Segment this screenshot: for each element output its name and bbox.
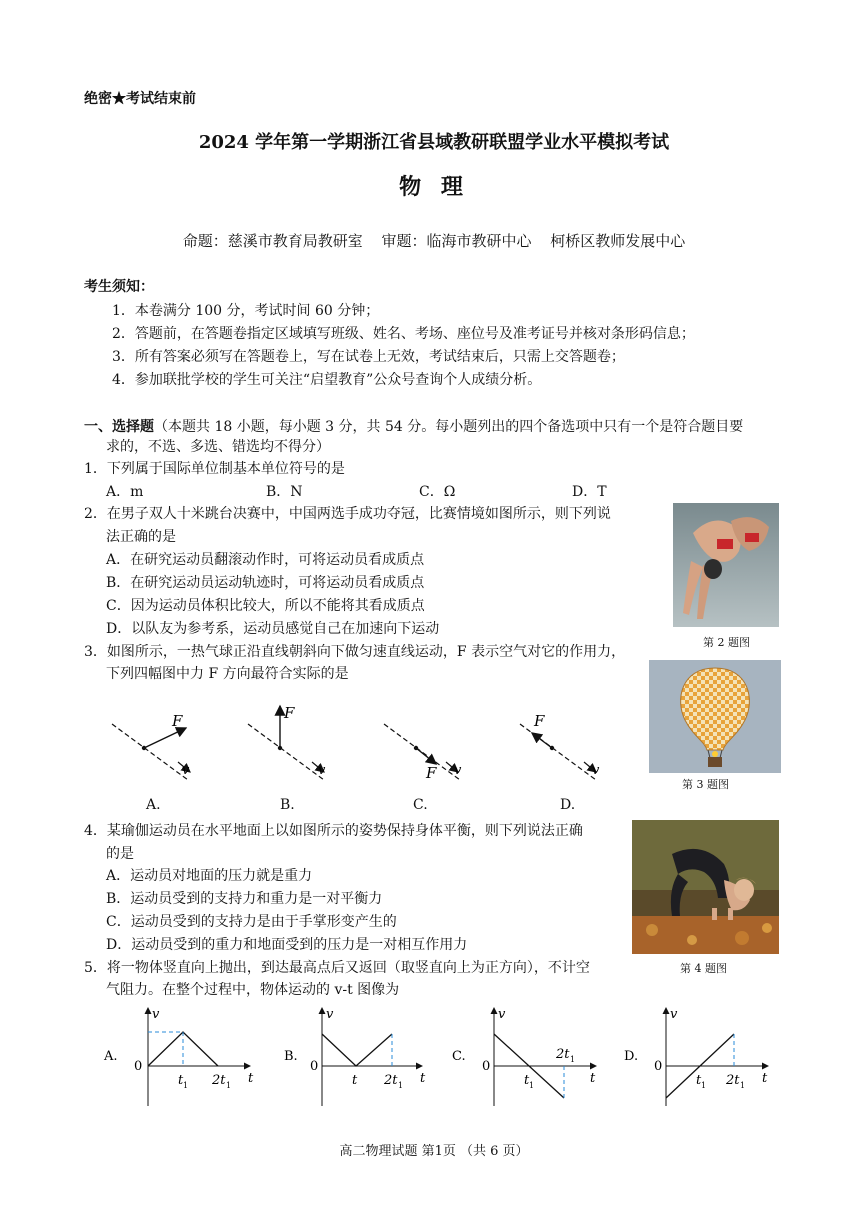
q5-graph-d — [624, 1007, 768, 1106]
q2-stem-2: 法正确的是 — [106, 529, 176, 545]
q5-graph-a — [103, 1007, 254, 1106]
q5-graph-c — [452, 1007, 596, 1106]
authors-line: 命题：慈溪市教育局教研室 审题：临海市教研中心 柯桥区教师发展中心 — [182, 232, 686, 250]
q3-label-c: C. — [413, 797, 428, 813]
q3-label-b: B. — [280, 797, 295, 813]
q4-yoga-photo — [632, 820, 779, 954]
q5-d-origin: 0 — [654, 1059, 663, 1074]
q5-b-2t1-sub: 1 — [398, 1081, 404, 1090]
q3-diagram-d — [520, 712, 600, 780]
q3-stem: 3．如图所示，一热气球正沿直线朝斜向下做匀速直线运动，F 表示空气对它的作用力， — [84, 644, 626, 660]
q5-graph-b — [284, 1007, 426, 1106]
q5-d-t: t — [762, 1071, 768, 1086]
notice-item: 1．本卷满分 100 分，考试时间 60 分钟； — [112, 303, 380, 319]
q3-b-v-label: v — [318, 763, 326, 778]
q2-caption: 第 2 题图 — [703, 636, 750, 649]
secret-label: 绝密★考试结束前 — [84, 91, 196, 107]
subject-title: 物 理 — [399, 174, 469, 200]
q5-a-t: t — [248, 1071, 254, 1086]
q5-a-2t1-sub: 1 — [226, 1081, 232, 1090]
q2-stem: 2．在男子双人十米跳台决赛中，中国两选手成功夺冠，比赛情境如图所示，则下列说 — [84, 506, 611, 522]
q5-c-label: C. — [452, 1049, 466, 1064]
q3-a-f-label: F — [172, 712, 183, 730]
q5-d-v: v — [670, 1007, 678, 1022]
q4-option-d: D．运动员受到的重力和地面受到的压力是一对相互作用力 — [106, 937, 468, 953]
q4-caption: 第 4 题图 — [680, 962, 727, 975]
section-desc-2: 求的，不选、多选、错选均不得分） — [106, 439, 330, 455]
q3-c-f-label: F — [426, 764, 437, 782]
q5-a-label: A. — [104, 1049, 118, 1064]
q3-label-a: A. — [146, 797, 161, 813]
q3-diagram-c — [384, 724, 462, 782]
notice-item: 4．参加联批学校的学生可关注“启望教育”公众号查询个人成绩分析。 — [112, 372, 542, 388]
q5-a-origin: 0 — [134, 1059, 143, 1074]
q4-option-c: C．运动员受到的支持力是由于手掌形变产生的 — [106, 914, 397, 930]
q5-c-2t1: 2t — [556, 1047, 570, 1062]
q5-d-t1: t — [696, 1073, 702, 1088]
q5-stem: 5．将一物体竖直向上抛出，到达最高点后又返回（取竖直向上为正方向），不计空 — [84, 960, 590, 976]
q5-c-t1: t — [524, 1073, 530, 1088]
q5-d-2t1-sub: 1 — [740, 1081, 746, 1090]
q3-b-f-label: F — [284, 704, 295, 722]
q4-stem: 4．某瑜伽运动员在水平地面上以如图所示的姿势保持身体平衡，则下列说法正确 — [84, 823, 583, 839]
q5-stem-2: 气阻力。在整个过程中，物体运动的 v-t 图像为 — [106, 982, 400, 998]
q5-b-2t1: 2t — [384, 1073, 398, 1088]
q3-d-f-label: F — [534, 712, 545, 730]
q3-diagrams — [100, 696, 740, 806]
q5-a-v: v — [152, 1007, 160, 1022]
section-heading-line — [84, 416, 743, 436]
q2-divers-photo — [673, 503, 779, 627]
q5-b-t: t — [420, 1071, 426, 1086]
q5-graphs — [100, 1002, 780, 1110]
section-desc: （本题共 18 小题，每小题 3 分，共 54 分。每小题列出的四个备选项中只有一个是符合题目要 — [154, 419, 744, 435]
page-footer: 高二物理试题 第1页 （共 6 页） — [339, 1144, 529, 1159]
q3-diagram-b — [248, 704, 326, 780]
q3-d-v-label: v — [592, 763, 600, 778]
q1-option-b: B．N — [266, 484, 303, 500]
q5-b-label: B. — [284, 1049, 298, 1064]
q5-c-2t1-sub: 1 — [570, 1055, 576, 1064]
exam-title: 2024 学年第一学期浙江省县域教研联盟学业水平模拟考试 — [198, 132, 670, 153]
q5-a-t1-sub: 1 — [183, 1081, 189, 1090]
q3-c-v-label: v — [454, 763, 462, 778]
q1-option-a: A．m — [106, 484, 144, 500]
q3-diagram-a — [112, 712, 190, 780]
q5-b-origin: 0 — [310, 1059, 319, 1074]
q5-d-label: D. — [624, 1049, 639, 1064]
q5-c-t1-sub: 1 — [529, 1081, 535, 1090]
q5-b-v: v — [326, 1007, 334, 1022]
notice-heading: 考生须知： — [84, 279, 154, 295]
section-heading: 一、选择题 — [84, 419, 154, 435]
q4-option-b: B．运动员受到的支持力和重力是一对平衡力 — [106, 891, 383, 907]
q1-stem: 1．下列属于国际单位制基本单位符号的是 — [84, 461, 345, 477]
q4-stem-2: 的是 — [106, 846, 134, 862]
q1-option-c: C．Ω — [419, 484, 456, 500]
q3-label-d: D. — [560, 797, 576, 813]
q3-caption: 第 3 题图 — [682, 778, 729, 791]
notice-item: 3．所有答案必须写在答题卷上，写在试卷上无效，考试结束后，只需上交答题卷； — [112, 349, 625, 365]
q3-stem-2: 下列四幅图中力 F 方向最符合实际的是 — [106, 666, 349, 682]
q5-c-t: t — [590, 1071, 596, 1086]
q5-b-t1: t — [352, 1073, 358, 1088]
q5-c-origin: 0 — [482, 1059, 491, 1074]
q5-d-t1-sub: 1 — [701, 1081, 707, 1090]
q5-a-t1: t — [178, 1073, 184, 1088]
q2-option-a: A．在研究运动员翻滚动作时，可将运动员看成质点 — [106, 552, 425, 568]
q2-option-c: C．因为运动员体积比较大，所以不能将其看成质点 — [106, 598, 425, 614]
q5-c-v: v — [498, 1007, 506, 1022]
q1-option-d: D．T — [572, 484, 607, 500]
q5-a-2t1: 2t — [212, 1073, 226, 1088]
q3-a-v-label: v — [182, 763, 190, 778]
q5-d-2t1: 2t — [726, 1073, 740, 1088]
q2-option-b: B．在研究运动员运动轨迹时，可将运动员看成质点 — [106, 575, 425, 591]
notice-item: 2．答题前，在答题卷指定区域填写班级、姓名、考场、座位号及准考证号并核对条形码信息； — [112, 326, 695, 342]
q4-option-a: A．运动员对地面的压力就是重力 — [106, 868, 313, 884]
q2-option-d: D．以队友为参考系，运动员感觉自己在加速向下运动 — [106, 621, 440, 637]
